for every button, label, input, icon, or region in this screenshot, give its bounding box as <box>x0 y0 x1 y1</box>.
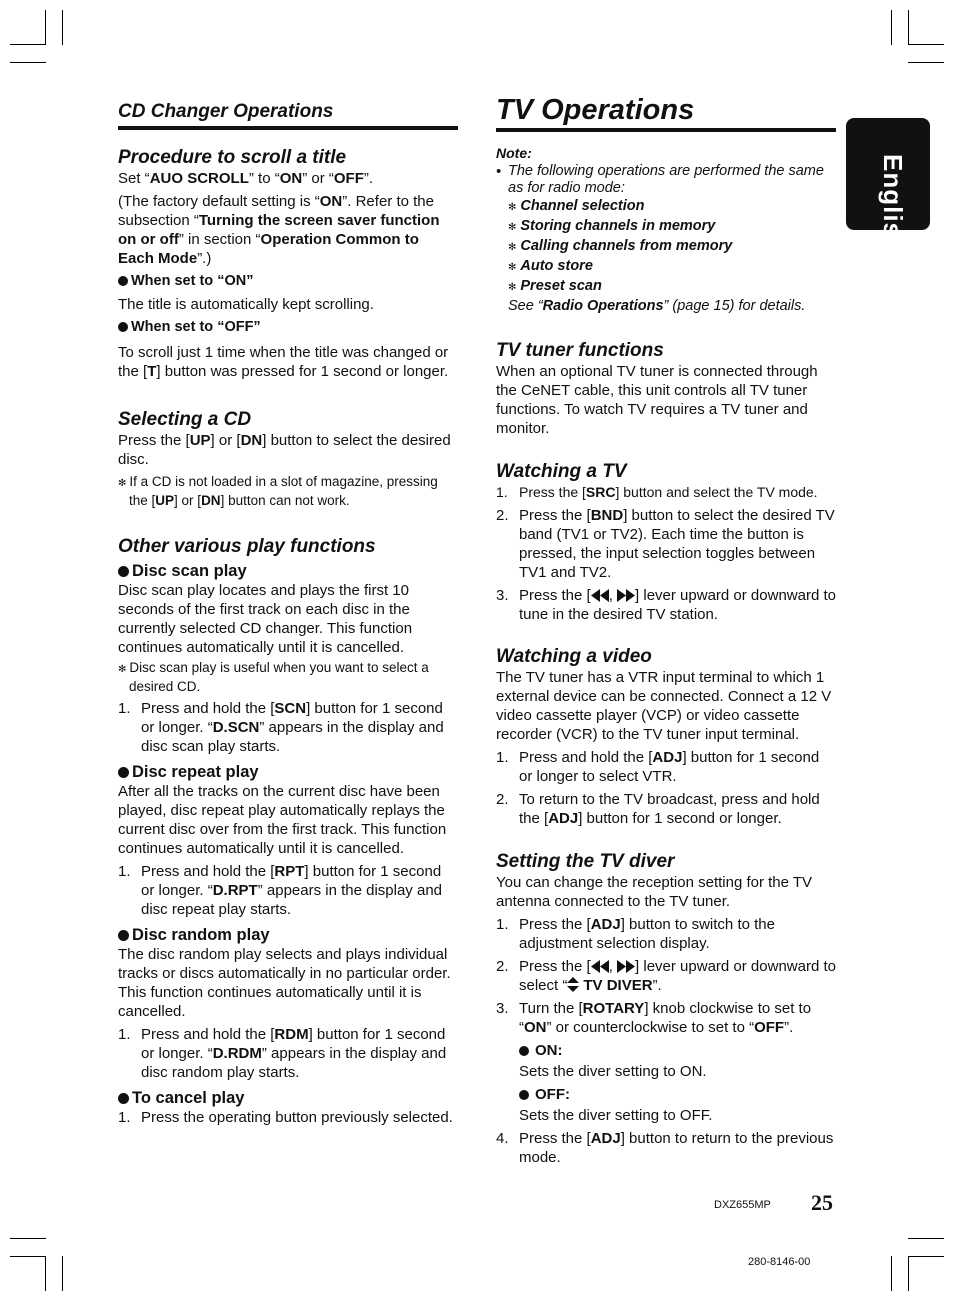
heading-tv-tuner: TV tuner functions <box>496 340 664 361</box>
watch-tv-step: 1. Press the [SRC] button and select the TV mode. <box>496 484 818 500</box>
bullet-icon <box>118 276 128 286</box>
diver-on-option: ON: Sets the diver setting to ON. <box>519 1042 707 1080</box>
asterisk-icon: ✻ <box>508 222 517 233</box>
crop-mark <box>908 10 909 45</box>
note-intro: • The following operations are performed the same as for radio mode: <box>496 163 824 196</box>
watch-video-step: 2. To return to the TV broadcast, press and hold the [ADJ] button for 1 second or longer. <box>496 791 820 827</box>
crop-mark <box>10 62 46 63</box>
disc-scan-step: 1. Press and hold the [SCN] button for 1 second or longer. “D.SCN” appears in the display and disc scan play starts. <box>118 700 444 755</box>
rewind-icon <box>591 960 609 973</box>
disc-repeat-label: Disc repeat play <box>118 762 458 782</box>
fast-forward-icon <box>617 589 635 602</box>
heading-selecting-cd: Selecting a CD <box>118 409 252 430</box>
tv-diver-step: 3. Turn the [ROTARY] knob clockwise to set to “ON” or counterclockwise to set to “OFF”. <box>496 1000 812 1036</box>
bullet-icon <box>118 1093 129 1104</box>
crop-mark <box>908 1256 944 1257</box>
disc-random-step: 1. Press and hold the [RDM] button for 1 second or longer. “D.RDM” appears in the display and disc random play starts. <box>118 1026 447 1081</box>
crop-mark <box>45 1256 46 1291</box>
heading-watching-video: Watching a video <box>496 646 652 667</box>
disc-random-text: The disc random play selects and plays individual tracks or discs automatically in no particular order. This function continues automatically until it is cancelled. <box>118 946 451 1020</box>
tv-diver-text: You can change the reception setting for the TV antenna connected to the TV tuner. <box>496 874 813 910</box>
watch-tv-step: 2. Press the [BND] button to select the desired TV band (TV1 or TV2). Each time the button is pressed, the input selection toggles between TV1 and TV2. <box>496 507 835 581</box>
note-label: Note: <box>496 145 532 161</box>
scroll-default-text: (The factory default setting is “ON”. Refer to the subsection “Turning the screen saver function on or off” in section “Operation Common to Each Mode”.) <box>118 193 440 267</box>
fast-forward-icon <box>617 960 635 973</box>
heading-tv-diver: Setting the TV diver <box>496 851 675 872</box>
asterisk-icon: ✻ <box>508 262 517 273</box>
page-number: 25 <box>811 1190 833 1215</box>
disc-scan-text: Disc scan play locates and plays the first 10 seconds of the first track on each disc in the currently selected CD changer. This function continues automatically until it is cancelled. <box>118 582 413 656</box>
watch-video-step: 1. Press and hold the [ADJ] button for 1 second or longer to select VTR. <box>496 749 820 785</box>
asterisk-icon: ✻ <box>508 202 517 213</box>
scroll-setting-text: Set “AUO SCROLL” to “ON” or “OFF”. <box>118 170 374 187</box>
bullet-icon <box>118 767 129 778</box>
cancel-play-step: 1. Press the operating button previously selected. <box>118 1109 453 1126</box>
crop-mark <box>62 10 63 45</box>
note-item: ✻ Calling channels from memory <box>508 238 733 254</box>
disc-scan-label: Disc scan play <box>118 561 458 581</box>
scroll-on-text: The title is automatically kept scrolling. <box>118 296 374 313</box>
bullet-icon <box>519 1046 529 1056</box>
note-item: ✻ Preset scan <box>508 278 602 294</box>
diver-off-option: OFF: Sets the diver setting to OFF. <box>519 1086 713 1124</box>
asterisk-icon: ✻ <box>508 242 517 253</box>
rewind-icon <box>591 589 609 602</box>
note-item: ✻ Auto store <box>508 258 593 274</box>
bullet-icon <box>118 566 129 577</box>
crop-mark <box>10 44 46 45</box>
heading-other-functions: Other various play functions <box>118 536 376 557</box>
bullet-icon <box>118 930 129 941</box>
crop-mark <box>908 44 944 45</box>
crop-mark <box>45 10 46 45</box>
asterisk-icon: ✻ <box>118 664 127 675</box>
scroll-off-label: When set to “OFF” <box>118 318 458 337</box>
note-see: See “Radio Operations” (page 15) for details. <box>508 298 806 314</box>
cancel-play-label: To cancel play <box>118 1088 458 1108</box>
select-cd-note: ✻ If a CD is not loaded in a slot of magazine, pressing the [UP] or [DN] button can not work. <box>118 474 438 508</box>
crop-mark <box>891 1256 892 1291</box>
watch-video-text: The TV tuner has a VTR input terminal to which 1 external device can be connected. Connect a 12 V video cassette player (VCP) or video cassette recorder (VCR) to the TV tuner input terminal. <box>496 669 832 743</box>
crop-mark <box>62 1256 63 1291</box>
left-column <box>118 100 458 1127</box>
document-code: 280-8146-00 <box>748 1256 811 1268</box>
disc-repeat-text: After all the tracks on the current disc have been played, disc repeat play automatically replays the current disc over from the first track. This function continues automatically until it is cancelled. <box>118 783 447 857</box>
bullet-icon <box>118 322 128 332</box>
tv-diver-step: 1. Press the [ADJ] button to switch to the adjustment selection display. <box>496 916 775 952</box>
section-title: CD Changer Operations <box>118 101 334 122</box>
disc-random-label: Disc random play <box>118 925 458 945</box>
crop-mark <box>908 1238 944 1239</box>
page-title: TV Operations <box>496 94 695 126</box>
scroll-on-label: When set to “ON” <box>118 272 458 291</box>
heading-scroll-title: Procedure to scroll a title <box>118 147 347 168</box>
crop-mark <box>908 1256 909 1291</box>
heading-watching-tv: Watching a TV <box>496 461 627 482</box>
watch-tv-step: 3. Press the [ , ] lever upward or downward to tune in the desired TV station. <box>496 587 836 623</box>
note-item: ✻ Storing channels in memory <box>508 218 716 234</box>
crop-mark <box>908 62 944 63</box>
asterisk-icon: ✻ <box>508 282 517 293</box>
crop-mark <box>10 1256 46 1257</box>
bullet-icon <box>519 1090 529 1100</box>
disc-scan-note: ✻ Disc scan play is useful when you want to select a desired CD. <box>118 660 429 694</box>
select-cd-text: Press the [UP] or [DN] button to select the desired disc. <box>118 432 451 468</box>
tv-tuner-text: When an optional TV tuner is connected through the CeNET cable, this unit controls all TV tuner functions. To watch TV requires a TV tuner and monitor. <box>496 363 818 437</box>
disc-repeat-step: 1. Press and hold the [RPT] button for 1 second or longer. “D.RPT” appears in the display and disc repeat play starts. <box>118 863 443 918</box>
right-column <box>496 92 836 1167</box>
asterisk-icon: ✻ <box>118 478 127 489</box>
language-tab-label: English <box>878 154 908 255</box>
scroll-off-text: To scroll just 1 time when the title was changed or the [T] button was pressed for 1 second or longer. <box>118 344 449 380</box>
tv-diver-step: 2. Press the [ , ] lever upward or downward to select “ TV DIVER”. <box>496 958 836 994</box>
crop-mark <box>891 10 892 45</box>
title-rule <box>496 128 836 132</box>
crop-mark <box>10 1238 46 1239</box>
tv-diver-step: 4. Press the [ADJ] button to return to the previous mode. <box>496 1130 834 1166</box>
note-item: ✻ Channel selection <box>508 198 645 214</box>
section-rule <box>118 126 458 130</box>
up-down-arrow-icon <box>567 977 579 992</box>
model-number: DXZ655MP <box>714 1199 771 1211</box>
